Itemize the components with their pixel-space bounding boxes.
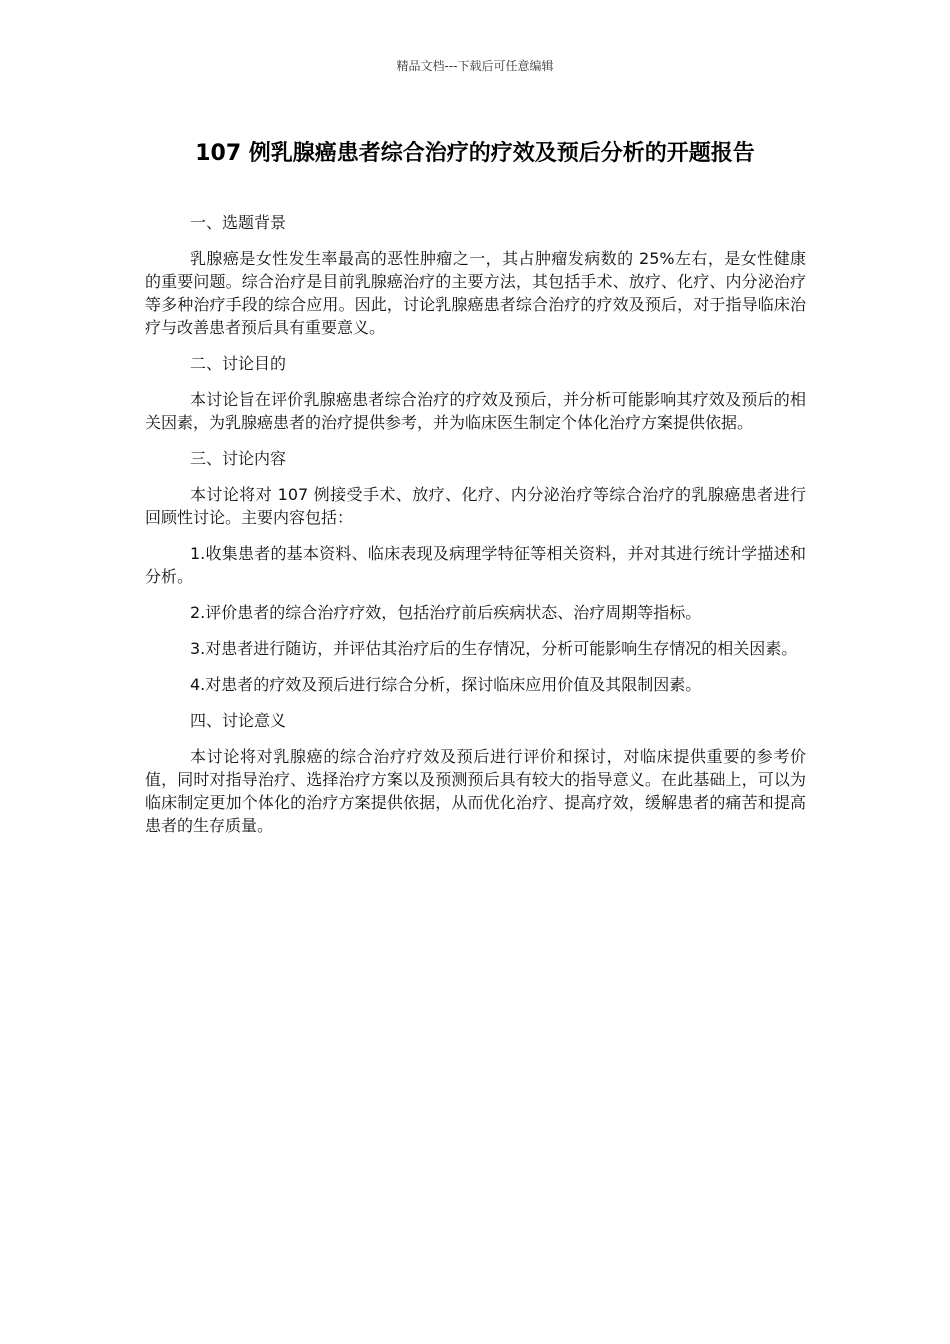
section-heading: 二、讨论目的 <box>190 354 287 373</box>
section-significance <box>145 709 806 837</box>
section-heading: 一、选题背景 <box>190 213 287 232</box>
paragraph: 本讨论将对乳腺癌的综合治疗疗效及预后进行评价和探讨，对临床提供重要的参考价值，同时对指导治疗、选择治疗方案以及预测预后具有较大的指导意义。在此基础上，可以为临床制定更加个体化的治疗方案提供依据，从而优化治疗、提高疗效，缓解患者的痛苦和提高患者的生存质量。 <box>145 747 806 835</box>
document-title: 107 例乳腺癌患者综合治疗的疗效及预后分析的开题报告 <box>195 141 755 166</box>
paragraph: 本讨论旨在评价乳腺癌患者综合治疗的疗效及预后，并分析可能影响其疗效及预后的相关因素，为乳腺癌患者的治疗提供参考，并为临床医生制定个体化治疗方案提供依据。 <box>145 390 806 432</box>
document-body <box>145 211 806 850</box>
paragraph: 乳腺癌是女性发生率最高的恶性肿瘤之一，其占肿瘤发病数的 25%左右，是女性健康的重要问题。综合治疗是目前乳腺癌治疗的主要方法，其包括手术、放疗、化疗、内分泌治疗等多种治疗手段的综合应用。因此，讨论乳腺癌患者综合治疗的疗效及预后，对于指导临床治疗与改善患者预后具有重要意义。 <box>145 249 806 337</box>
list-item: 3.对患者进行随访，并评估其治疗后的生存情况，分析可能影响生存情况的相关因素。 <box>190 639 798 658</box>
section-heading: 四、讨论意义 <box>190 711 287 730</box>
section-background <box>145 211 806 339</box>
section-heading: 三、讨论内容 <box>190 449 287 468</box>
list-item: 2.评价患者的综合治疗疗效，包括治疗前后疾病状态、治疗周期等指标。 <box>190 603 702 622</box>
page-header: 精品文档---下载后可任意编辑 <box>396 59 554 73</box>
list-item: 4.对患者的疗效及预后进行综合分析，探讨临床应用价值及其限制因素。 <box>190 675 702 694</box>
section-objective <box>145 352 806 434</box>
section-content <box>145 447 806 696</box>
paragraph: 本讨论将对 107 例接受手术、放疗、化疗、内分泌治疗等综合治疗的乳腺癌患者进行回顾性讨论。主要内容包括： <box>145 485 806 527</box>
list-item: 1.收集患者的基本资料、临床表现及病理学特征等相关资料，并对其进行统计学描述和分析。 <box>145 544 806 586</box>
